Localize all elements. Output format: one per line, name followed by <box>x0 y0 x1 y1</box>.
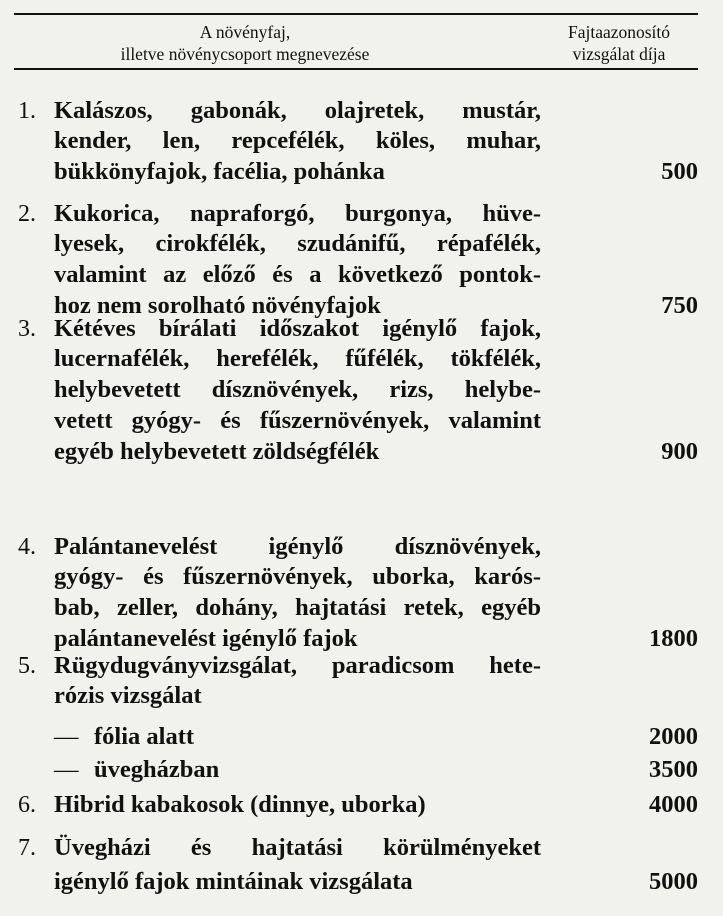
row-text-line: lyesek, cirokfélék, szudánifű, répafélék, <box>54 230 541 257</box>
row-fee: 4000 <box>649 791 698 818</box>
row-text-line: helybevetett dísznövények, rizs, helybe- <box>54 376 541 403</box>
header-plant-column <box>100 21 390 65</box>
subitem <box>54 756 219 784</box>
row-text-line: Kétéves bírálati időszakot igénylő fajok, <box>54 315 541 342</box>
row-number: 6. <box>18 792 36 818</box>
row-text-line: Kalászos, gabonák, olajretek, mustár, <box>54 97 541 124</box>
row-text-line: Palántanevelést igénylő dísznövények, <box>54 533 541 560</box>
row-text-line: vetett gyógy- és fűszernövények, valamint <box>54 407 541 434</box>
row-text-line: bab, zeller, dohány, hajtatási retek, egyéb <box>54 594 541 621</box>
row-number: 3. <box>18 316 36 342</box>
row-number: 4. <box>18 534 36 560</box>
header-fee-line-1: Fajtaazonosító <box>567 22 671 42</box>
row-text-line: kender, len, repcefélék, köles, muhar, <box>54 127 541 154</box>
row-text-line: Hibrid kabakosok (dinnye, uborka) <box>54 791 426 818</box>
subitem <box>54 723 194 751</box>
row-number: 5. <box>18 653 36 679</box>
row-fee: 1800 <box>649 625 698 652</box>
row-text-line: lucernafélék, herefélék, fűfélék, tökfélék, <box>54 345 541 372</box>
row-text-line: Rügydugványvizsgálat, paradicsom hete- <box>54 652 541 679</box>
row-text-line: gyógy- és fűszernövények, uborka, karós- <box>54 563 541 590</box>
row-text-line: Kukorica, napraforgó, burgonya, hüve- <box>54 200 541 227</box>
header-fee-column <box>535 21 703 65</box>
row-number: 1. <box>18 98 36 124</box>
subitem-label: üvegházban <box>94 756 220 783</box>
header-fee-line-2: vizsgálat díja <box>572 44 666 64</box>
subitem-dash: — <box>54 756 79 783</box>
subitem-fee: 2000 <box>649 723 698 750</box>
row-text-line: rózis vizsgálat <box>54 682 202 709</box>
header-plant-line-1: A növényfaj, <box>199 22 291 42</box>
top-rule <box>14 13 698 15</box>
row-text-line: hoz nem sorolható növényfajok <box>54 292 381 319</box>
header-rule <box>14 68 698 70</box>
subitem-dash: — <box>54 723 79 750</box>
row-text-line: valamint az előző és a következő pontok- <box>54 261 541 288</box>
row-text-line: egyéb helybevetett zöldségfélék <box>54 438 380 465</box>
row-text-line: palántanevelést igénylő fajok <box>54 625 358 652</box>
row-number: 7. <box>18 835 36 861</box>
header-plant-line-2: illetve növénycsoport megnevezése <box>120 44 370 64</box>
row-text-line: Üvegházi és hajtatási körülményeket <box>54 834 541 861</box>
subitem-label: fólia alatt <box>94 723 195 750</box>
row-number: 2. <box>18 201 36 227</box>
row-fee: 900 <box>661 438 698 465</box>
row-fee: 500 <box>661 158 698 185</box>
row-fee: 5000 <box>649 868 698 895</box>
row-text-line: bükkönyfajok, facélia, pohánka <box>54 158 385 185</box>
row-fee: 750 <box>661 292 698 319</box>
row-text-line: igénylő fajok mintáinak vizsgálata <box>54 868 413 895</box>
subitem-fee: 3500 <box>649 756 698 783</box>
